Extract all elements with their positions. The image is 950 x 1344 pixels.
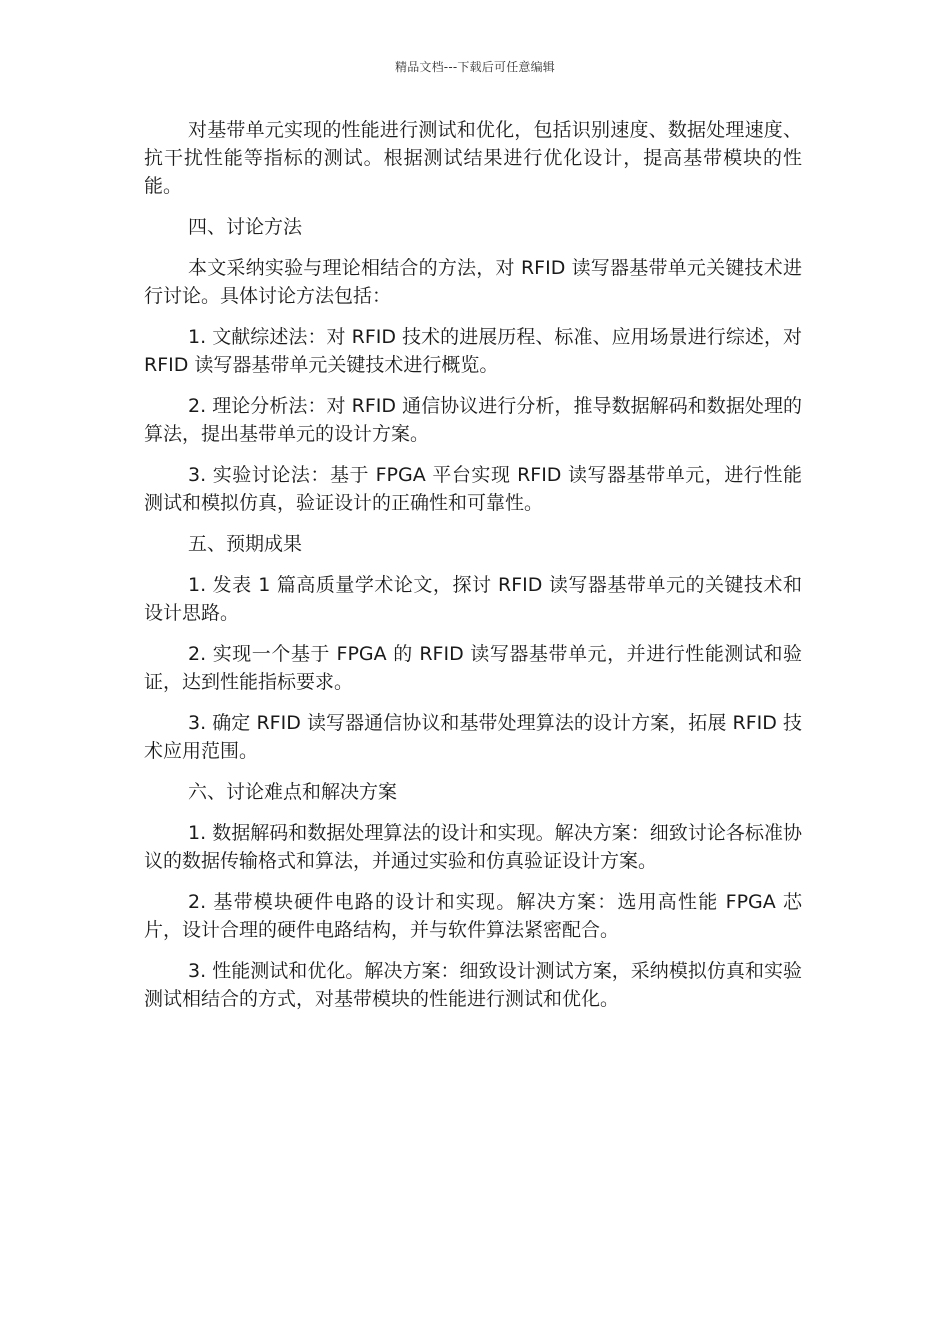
page-header: 精品文档---下载后可任意编辑 [395, 60, 555, 74]
document-body [144, 116, 802, 1026]
list-item-difficulty-2: 2. 基带模块硬件电路的设计和实现。解决方案：选用高性能 FPGA 芯片，设计合理的硬件电路结构，并与软件算法紧密配合。 [144, 891, 802, 941]
list-item-result-1: 1. 发表 1 篇高质量学术论文，探讨 RFID 读写器基带单元的关键技术和设计思路。 [144, 574, 802, 624]
list-item-difficulty-1: 1. 数据解码和数据处理算法的设计和实现。解决方案：细致讨论各标准协议的数据传输格式和算法，并通过实验和仿真验证设计方案。 [144, 822, 802, 872]
list-item-result-2: 2. 实现一个基于 FPGA 的 RFID 读写器基带单元，并进行性能测试和验证，达到性能指标要求。 [144, 643, 802, 693]
paragraph-methods-intro: 本文采纳实验与理论相结合的方法，对 RFID 读写器基带单元关键技术进行讨论。具体讨论方法包括： [144, 257, 802, 307]
list-item-method-2: 2. 理论分析法：对 RFID 通信协议进行分析，推导数据解码和数据处理的算法，提出基带单元的设计方案。 [144, 395, 802, 445]
section-heading-difficulties: 六、讨论难点和解决方案 [188, 781, 398, 803]
section-heading-methods: 四、讨论方法 [188, 216, 303, 238]
paragraph-optimization: 对基带单元实现的性能进行测试和优化，包括识别速度、数据处理速度、抗干扰性能等指标的测试。根据测试结果进行优化设计，提高基带模块的性能。 [144, 119, 802, 197]
list-item-method-3: 3. 实验讨论法：基于 FPGA 平台实现 RFID 读写器基带单元，进行性能测试和模拟仿真，验证设计的正确性和可靠性。 [144, 464, 802, 514]
section-heading-results: 五、预期成果 [188, 533, 303, 555]
list-item-method-1: 1. 文献综述法：对 RFID 技术的进展历程、标准、应用场景进行综述，对 RFID 读写器基带单元关键技术进行概览。 [144, 326, 802, 376]
list-item-difficulty-3: 3. 性能测试和优化。解决方案：细致设计测试方案，采纳模拟仿真和实验测试相结合的方式，对基带模块的性能进行测试和优化。 [144, 960, 802, 1010]
list-item-result-3: 3. 确定 RFID 读写器通信协议和基带处理算法的设计方案，拓展 RFID 技术应用范围。 [144, 712, 802, 762]
